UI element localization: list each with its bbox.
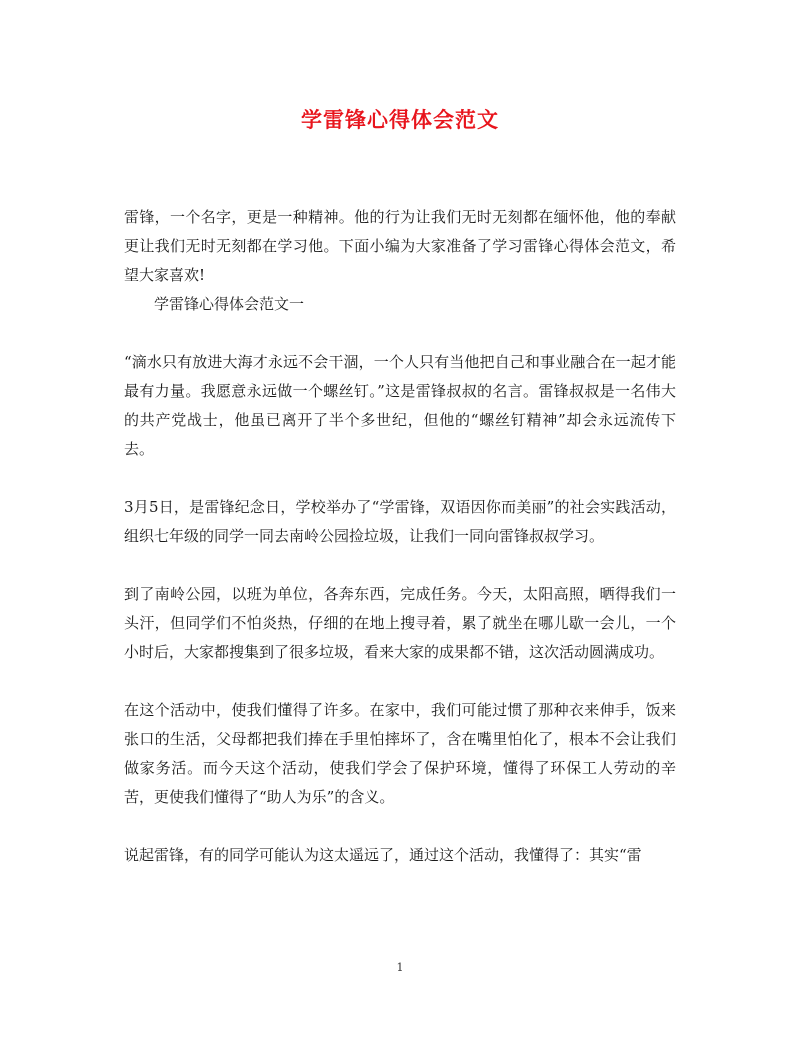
paragraph-5: 说起雷锋，有的同学可能认为这太遥远了，通过这个活动，我懂得了：其实“雷 xyxy=(124,846,642,864)
section-subheading: 学雷锋心得体会范文一 xyxy=(154,295,305,313)
document-body xyxy=(124,203,676,870)
intro-paragraph: 雷锋，一个名字，更是一种精神。他的行为让我们无时无刻都在缅怀他，他的奉献更让我们无时无刻都在学习他。下面小编为大家准备了学习雷锋心得体会范文，希望大家喜欢! xyxy=(124,208,676,284)
paragraph-gap xyxy=(124,551,676,580)
paragraph-gap xyxy=(124,464,676,493)
paragraph-1: “滴水只有放进大海才永远不会干涸，一个人只有当他把自己和事业融合在一起才能最有力量。我愿意永远做一个螺丝钉。”这是雷锋叔叔的名言。雷锋叔叔是一名伟大的共产党战士，他虽已离开了半个多世纪，但他的“螺丝钉精神”却会永远流传下去。 xyxy=(124,353,676,458)
paragraph-gap xyxy=(124,319,676,348)
document-title: 学雷锋心得体会范文 xyxy=(301,107,499,132)
paragraph-gap xyxy=(124,812,676,841)
paragraph-2: 3月5日，是雷锋纪念日，学校举办了“学雷锋，双语因你而美丽”的社会实践活动，组织七年级的同学一同去南岭公园捡垃圾，让我们一同向雷锋叔叔学习。 xyxy=(124,498,676,545)
paragraph-gap xyxy=(124,667,676,696)
paragraph-3: 到了南岭公园，以班为单位，各奔东西，完成任务。今天，太阳高照，晒得我们一头汗，但同学们不怕炎热，仔细的在地上搜寻着，累了就坐在哪儿歇一会儿，一个小时后，大家都搜集到了很多垃圾，看来大家的成果都不错，这次活动圆满成功。 xyxy=(124,585,676,661)
paragraph-4: 在这个活动中，使我们懂得了许多。在家中，我们可能过惯了那种衣来伸手，饭来张口的生活，父母都把我们捧在手里怕摔坏了，含在嘴里怕化了，根本不会让我们做家务活。而今天这个活动，使我们学会了保护环境，懂得了环保工人劳动的辛苦，更使我们懂得了“助人为乐”的含义。 xyxy=(124,701,676,806)
page-number: 1 xyxy=(396,961,404,974)
